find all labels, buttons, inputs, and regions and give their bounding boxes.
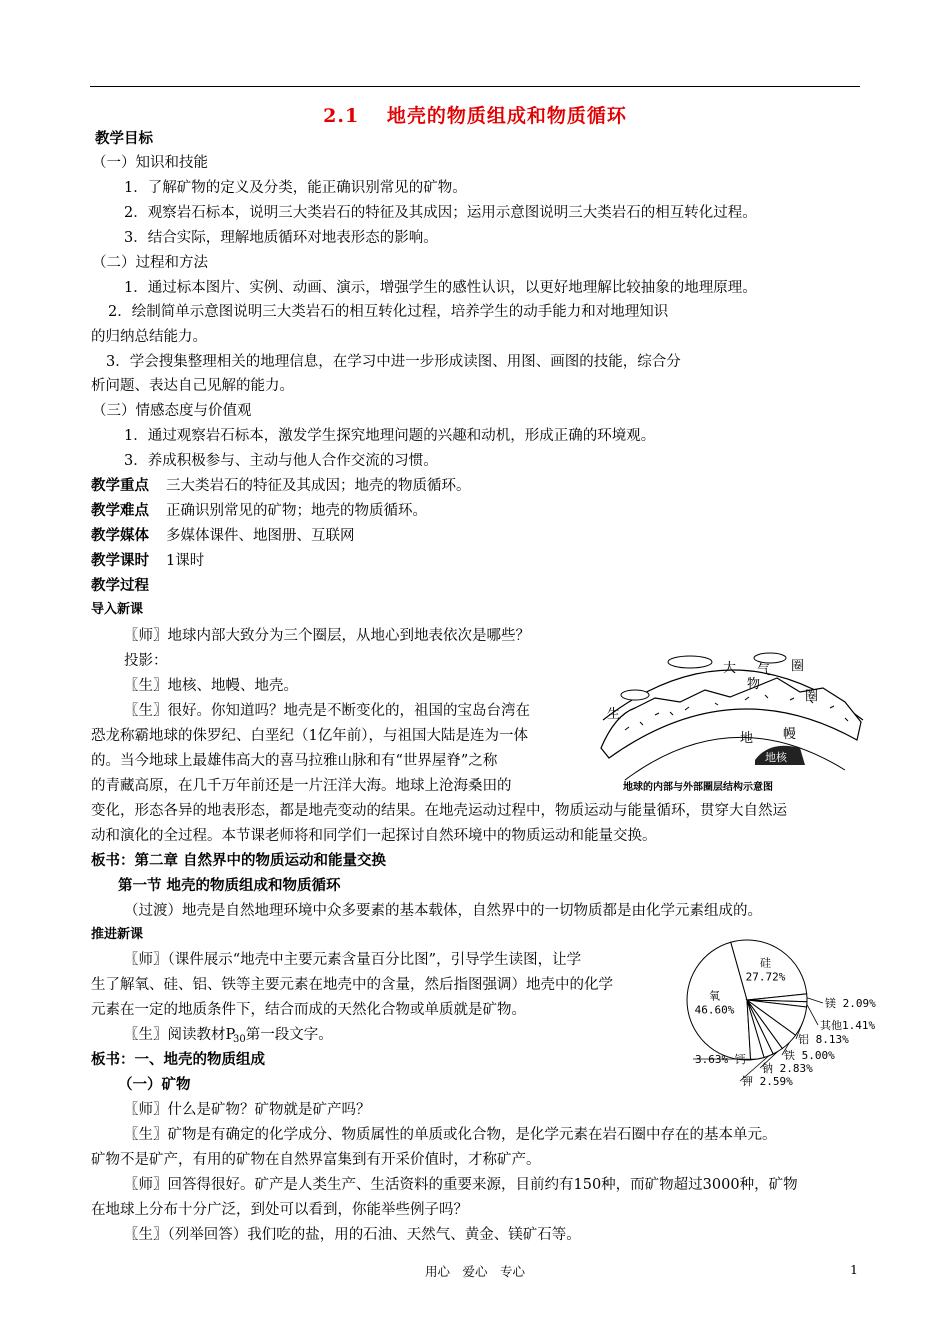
pie-label: 3.63% 钙	[695, 1053, 746, 1066]
text-line: 1．通过观察岩石标本，激发学生探究地理问题的兴趣和动机，形成正确的环境观。	[124, 428, 656, 444]
text-line: 多媒体课件、地图册、互联网	[166, 528, 355, 544]
label-mantle-1: 地	[740, 731, 754, 746]
pie-label: 铝 8.13%	[798, 1033, 849, 1046]
pie-label: 镁 2.09%	[825, 997, 876, 1010]
text-line: 〖师〗什么是矿物？矿物就是矿产吗？	[124, 1102, 371, 1118]
cloud-3	[621, 690, 649, 700]
text-line: 推进新课	[91, 927, 144, 942]
element-pie-chart	[680, 920, 890, 1105]
text-line: 3．学会搜集整理相关的地理信息，在学习中进一步形成读图、用图、画图的技能，综合分	[106, 354, 681, 370]
label-mantle-2: 幔	[783, 727, 797, 742]
label-bio-1: 生	[607, 707, 621, 722]
text-line: （二）过程和方法	[92, 255, 208, 271]
text-line: 〖师〗地球内部大致分为三个圈层，从地心到地表依次是哪些？	[124, 628, 530, 644]
text-line: 教学课时	[91, 552, 149, 569]
text-line: 板书：第二章 自然界中的物质运动和能量交换	[91, 852, 387, 869]
text-line: 教学难点	[91, 502, 149, 519]
text-line: 3．养成积极参与、主动与他人合作交流的习惯。	[124, 453, 438, 469]
pie-leader-line	[807, 998, 823, 1003]
text-line: 〖师〗（课件展示“地壳中主要元素含量百分比图”，引导学生读图，让学	[124, 952, 582, 968]
text-line: 生了解氧、硅、铝、铁等主要元素在地壳中的含量，然后指图强调）地壳中的化学	[91, 977, 613, 993]
text-line: 导入新课	[91, 602, 144, 617]
pie-label: 钠 2.83%	[762, 1062, 813, 1075]
text-line: 1课时	[166, 553, 205, 569]
text-line: 〖生〗阅读教材P	[124, 1027, 236, 1043]
text-line: 正确识别常见的矿物；地壳的物质循环。	[166, 503, 427, 519]
text-line: 析问题、表达自己见解的能力。	[91, 378, 294, 394]
text-line: 元素在一定的地质条件下，结合而成的天然化合物或单质就是矿物。	[91, 1002, 526, 1018]
earth-structure-figure	[595, 640, 870, 800]
text-line: 〖生〗地核、地幔、地壳。	[124, 678, 298, 694]
page-number: 1	[850, 1262, 858, 1277]
text-line: 三大类岩石的特征及其成因；地壳的物质循环。	[166, 478, 471, 494]
text-line: 投影：	[124, 653, 168, 669]
text-line: 恐龙称霸地球的侏罗纪、白垩纪（1亿年前），与祖国大陆是连为一体	[91, 728, 528, 744]
pie-label: 其他1.41%	[820, 1019, 876, 1032]
text-line: 教学重点	[91, 477, 149, 494]
pie-label: 钾 2.59%	[742, 1075, 793, 1088]
text-line: 在地球上分布十分广泛，到处可以看到，你能举些例子吗？	[91, 1202, 468, 1218]
page-subscript: 30	[233, 1034, 246, 1045]
footer-center: 用心 爱心 专心	[425, 1264, 526, 1279]
text-line: 教学媒体	[91, 527, 149, 544]
text-line: 2．观察岩石标本，说明三大类岩石的特征及其成因；运用示意图说明三大类岩石的相互转化过程。	[124, 205, 757, 221]
mantle-arc	[625, 737, 845, 780]
cloud-2	[754, 653, 786, 663]
label-bio-2: 物	[747, 677, 761, 692]
text-line: 的归纳总结能力。	[91, 329, 207, 345]
text-line: 教学过程	[91, 577, 149, 594]
text-line: 2．绘制简单示意图说明三大类岩石的相互转化过程，培养学生的动手能力和对地理知识	[108, 304, 669, 320]
text-line: 的。当今地球上最雄伟高大的喜马拉雅山脉和有“世界屋脊”之称	[91, 753, 498, 769]
header-rule	[90, 86, 860, 87]
pie-label: 氧 46.60%	[694, 989, 735, 1017]
label-atmos-1: 大	[723, 661, 737, 676]
text-line: （过渡）地壳是自然地理环境中众多要素的基本载体，自然界中的一切物质都是由化学元素组成的。	[124, 903, 762, 919]
text-line: （一）知识和技能	[92, 155, 208, 171]
figure-caption: 地球的内部与外部圈层结构示意图	[623, 782, 773, 793]
text-line: 第一节 地壳的物质组成和物质循环	[118, 877, 341, 894]
text-line: 动和演化的全过程。本节课老师将和同学们一起探讨自然环境中的物质运动和能量交换。	[91, 828, 657, 844]
text-line: 矿物不是矿产，有用的矿物在自然界富集到有开采价值时，才称矿产。	[91, 1152, 541, 1168]
text-line: 1．了解矿物的定义及分类，能正确识别常见的矿物。	[124, 180, 467, 196]
page-title: 2.1 地壳的物质组成和物质循环	[323, 105, 627, 127]
text-line: 〖师〗回答得很好。矿产是人类生产、生活资料的重要来源，目前约有150种，而矿物超过3000种，矿物	[124, 1177, 798, 1193]
text-line: 〖生〗很好。你知道吗？地壳是不断变化的，祖国的宝岛台湾在	[124, 703, 530, 719]
pie-label: 硅 27.72%	[745, 956, 786, 984]
text-line: 1．通过标本图片、实例、动画、演示，增强学生的感性认识，以更好地理解比较抽象的地理原理。	[124, 280, 757, 296]
text-line: 板书：一、地壳的物质组成	[91, 1051, 265, 1068]
textbook-tail-text: 第一段文字。	[245, 1027, 333, 1043]
pie-label: 铁 5.00%	[784, 1049, 835, 1062]
label-core: 地核	[765, 751, 787, 764]
label-atmos-3: 圈	[791, 659, 805, 674]
cloud-1	[668, 656, 712, 668]
text-line: 〖生〗（列举回答）我们吃的盐，用的石油、天然气、黄金、镁矿石等。	[124, 1227, 581, 1243]
text-line: 〖生〗矿物是有确定的化学成分、物质属性的单质或化合物，是化学元素在岩石圈中存在的基本单元。	[124, 1127, 777, 1143]
text-line: （三）情感态度与价值观	[92, 403, 252, 419]
text-line: （一）矿物	[118, 1076, 191, 1093]
text-line: 3．结合实际，理解地质循环对地表形态的影响。	[124, 230, 438, 246]
text-line: 的青藏高原，在几千万年前还是一片汪洋大海。地球上沧海桑田的	[91, 778, 512, 794]
textbook-ref-tail	[233, 1025, 333, 1050]
label-bio-3: 圈	[805, 689, 819, 704]
text-line: 教学目标	[95, 130, 153, 147]
pie-leader-line	[807, 1004, 818, 1025]
text-line: 变化，形态各异的地表形态，都是地壳变动的结果。在地壳运动过程中，物质运动与能量循环，贯穿大自然运	[91, 803, 787, 819]
label-atmos-2: 气	[757, 663, 771, 678]
